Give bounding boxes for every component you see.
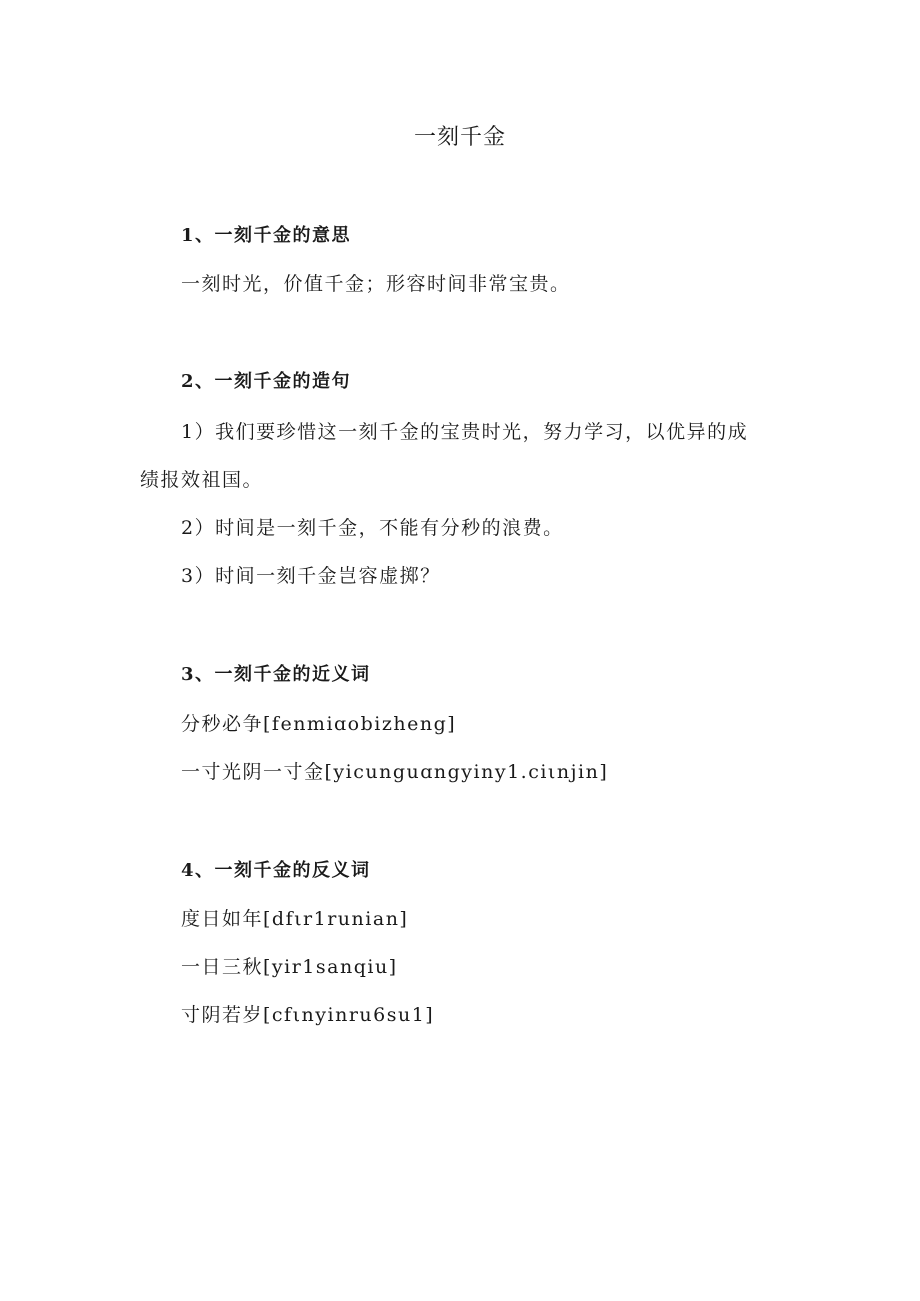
antonym-item: 度日如年[dfιr1runian] [181,908,409,930]
sentence-3-text: 3）时间一刻千金岂容虚掷？ [181,565,441,587]
document-title: 一刻千金 [413,125,506,150]
sentence-1-continuation: 绩报效祖国。 [140,469,264,491]
antonym-item: 一日三秋[yir1sanqiu] [181,956,398,978]
section-heading-sentences: 2、一刻千金的造句 [181,371,352,392]
meaning-text: 一刻时光，价值千金；形容时间非常宝贵。 [181,273,571,295]
antonym-item: 寸阴若岁[cfιnyinru6su1] [181,1004,435,1026]
sentence-2-text: 2）时间是一刻千金，不能有分秒的浪费。 [181,517,564,539]
synonym-item: 分秒必争[fenmiɑobizheng] [181,713,457,735]
section-heading-synonyms: 3、一刻千金的近义词 [181,664,371,685]
section-heading-antonyms: 4、一刻千金的反义词 [181,860,371,881]
synonym-item: 一寸光阴一寸金[yicunguɑngyiny1.ciιnjin] [181,761,609,783]
section-heading-meaning: 1、一刻千金的意思 [181,225,352,246]
sentence-1-text: 1）我们要珍惜这一刻千金的宝贵时光，努力学习，以优异的成 [181,421,749,443]
